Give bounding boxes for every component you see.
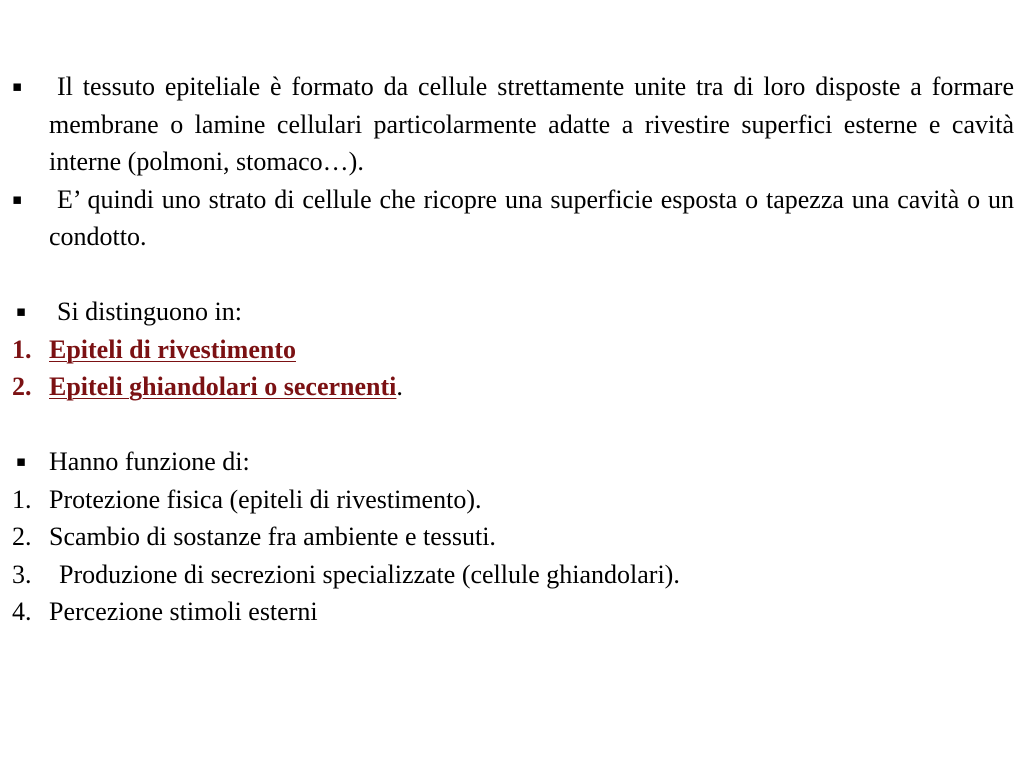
types-list-item xyxy=(12,331,1014,369)
type-label-ghiandolari: Epiteli ghiandolari o secernenti xyxy=(49,372,397,401)
square-bullet-icon: ▪ xyxy=(15,452,27,470)
function-list-item xyxy=(12,518,1014,556)
function-text: Percezione stimoli esterni xyxy=(49,597,318,626)
types-heading: Si distinguono in: xyxy=(57,297,242,326)
square-bullet-icon: ▪ xyxy=(12,189,23,208)
square-bullet-icon: ▪ xyxy=(12,77,23,95)
type-label-rivestimento: Epiteli di rivestimento xyxy=(49,334,296,364)
types-list-item xyxy=(12,368,1014,406)
bullet-text: Il tessuto epiteliale è formato da cellule strettamente unite tra di loro disposte a formare membrane o lamine cellulari particolarmente adatte a rivestire superfici esterne e cavità interne (polmoni, stomaco…). xyxy=(49,72,1014,176)
spacer xyxy=(12,406,1014,444)
bullet-item-layer xyxy=(12,181,1014,256)
function-list-item xyxy=(12,556,1014,594)
list-number: 1. xyxy=(12,334,32,364)
list-number: 1. xyxy=(12,484,32,514)
bullet-text: E’ quindi uno strato di cellule che ricopre una superficie esposta o tapezza una cavità o un condotto. xyxy=(49,184,1014,251)
bullet-item-types-heading xyxy=(12,293,1014,331)
function-text: Protezione fisica (epiteli di rivestimento). xyxy=(49,484,482,514)
list-number: 2. xyxy=(12,522,32,551)
square-bullet-icon: ▪ xyxy=(15,302,27,320)
function-text: Produzione di secrezioni specializzate (cellule ghiandolari). xyxy=(59,559,680,589)
bullet-item-functions-heading xyxy=(12,443,1014,481)
spacer xyxy=(12,256,1014,294)
list-number: 3. xyxy=(12,559,32,589)
function-list-item xyxy=(12,593,1014,631)
list-number: 4. xyxy=(12,597,32,626)
functions-heading: Hanno funzione di: xyxy=(49,447,250,476)
function-list-item xyxy=(12,481,1014,519)
function-text: Scambio di sostanze fra ambiente e tessuti. xyxy=(49,522,496,551)
list-number: 2. xyxy=(12,372,32,401)
bullet-item-definition xyxy=(12,68,1014,181)
type-label-suffix: . xyxy=(396,372,403,401)
